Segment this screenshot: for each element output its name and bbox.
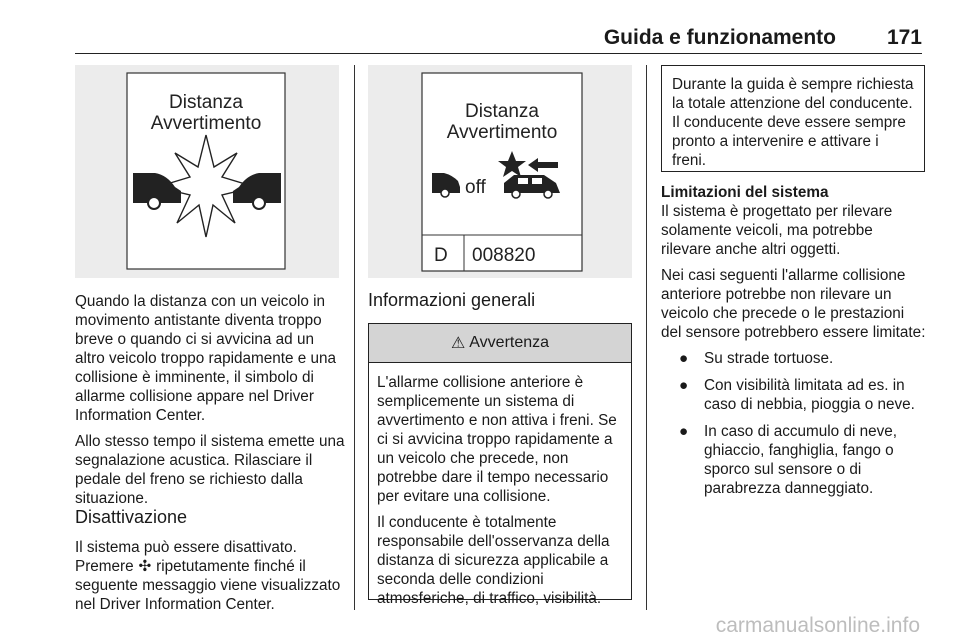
col1-deactivation-text xyxy=(75,538,347,621)
steering-wheel-switch-icon: ✣ xyxy=(138,558,152,575)
warning-triangle-icon: ⚠ xyxy=(450,335,466,352)
chapter-title: Guida e funzionamento xyxy=(603,26,836,49)
limitations-list xyxy=(661,349,927,498)
warning-box xyxy=(368,323,632,607)
fig2-off-label: off xyxy=(465,177,486,198)
header-rule xyxy=(75,53,922,54)
column-divider-2 xyxy=(646,65,647,610)
fig2-line2: Avvertimento xyxy=(446,122,558,143)
warning-para2: Il conducente è totalmente responsabile dell'osservanza della distanza di sicurezza applicabile a seconda delle condizioni atmosferiche, di traffico, visibilità. xyxy=(377,514,610,607)
col3-para1: Il sistema è progettato per rilevare solamente veicoli, ma potrebbe rilevare anche altri oggetti. xyxy=(661,203,893,258)
column-divider-1 xyxy=(354,65,355,610)
attention-note-box: Durante la guida è sempre richiesta la totale attenzione del conducente. Il conducente deve essere sempre pronto a intervenire e attivare i freni. xyxy=(661,65,925,172)
warning-para1: L'allarme collisione anteriore è semplicemente un sistema di avvertimento e non attiva i freni. Se ci si avvicina troppo rapidamente a un veicolo che precede, non potrebbe dare il tempo necessario per evitare una collisione. xyxy=(377,374,617,505)
col1-para3b: ripetutamente finché il seguente messaggio viene visualizzato nel Driver Information Center. xyxy=(75,558,341,613)
collision-alert-figure xyxy=(75,65,339,278)
watermark: carmanualsonline.info xyxy=(715,614,920,637)
column-1-text xyxy=(75,292,347,515)
list-item: ● Su strade tortuose. xyxy=(679,350,834,367)
col1-para1: Quando la distanza con un veicolo in movimento antistante diventa troppo breve o quando ci si avvicina ad un altro veicolo troppo rapidamente e una collisione è imminente, il simbolo di allarme collisione appare nel Driver Information Center. xyxy=(75,293,337,424)
system-limits-heading: Limitazioni del sistema xyxy=(661,184,829,201)
section-general-info-heading: Informazioni generali xyxy=(368,290,536,310)
col1-para3a: Il sistema può essere disattivato. Premere xyxy=(75,539,297,575)
list-item: ● Con visibilità limitata ad es. in caso di nebbia, pioggia o neve. xyxy=(679,377,915,413)
fig2-code: 008820 xyxy=(472,245,536,266)
list-item: ● In caso di accumulo di neve, ghiaccio, fanghiglia, fango o sporco sul sensore o di parabrezza danneggiato. xyxy=(679,423,898,497)
section-deactivation-heading: Disattivazione xyxy=(75,507,188,527)
col3-para2: Nei casi seguenti l'allarme collisione anteriore potrebbe non rilevare un veicolo che precede o le prestazioni del sensore potrebbero essere limitate: xyxy=(661,267,926,341)
fig1-line2: Avvertimento xyxy=(150,113,262,134)
warning-title: Avvertenza xyxy=(469,334,550,351)
page-number: 171 xyxy=(886,26,922,49)
fig2-code-letter: D xyxy=(434,245,448,266)
warning-body xyxy=(369,363,631,608)
fig2-line1: Distanza xyxy=(465,101,539,122)
distance-warning-display-figure xyxy=(368,65,632,278)
column-3-text xyxy=(661,183,927,506)
fig1-line1: Distanza xyxy=(169,92,243,113)
warning-header xyxy=(369,324,631,363)
col1-para2: Allo stesso tempo il sistema emette una segnalazione acustica. Rilasciare il pedale del freno se richiesto dalla situazione. xyxy=(75,433,345,507)
